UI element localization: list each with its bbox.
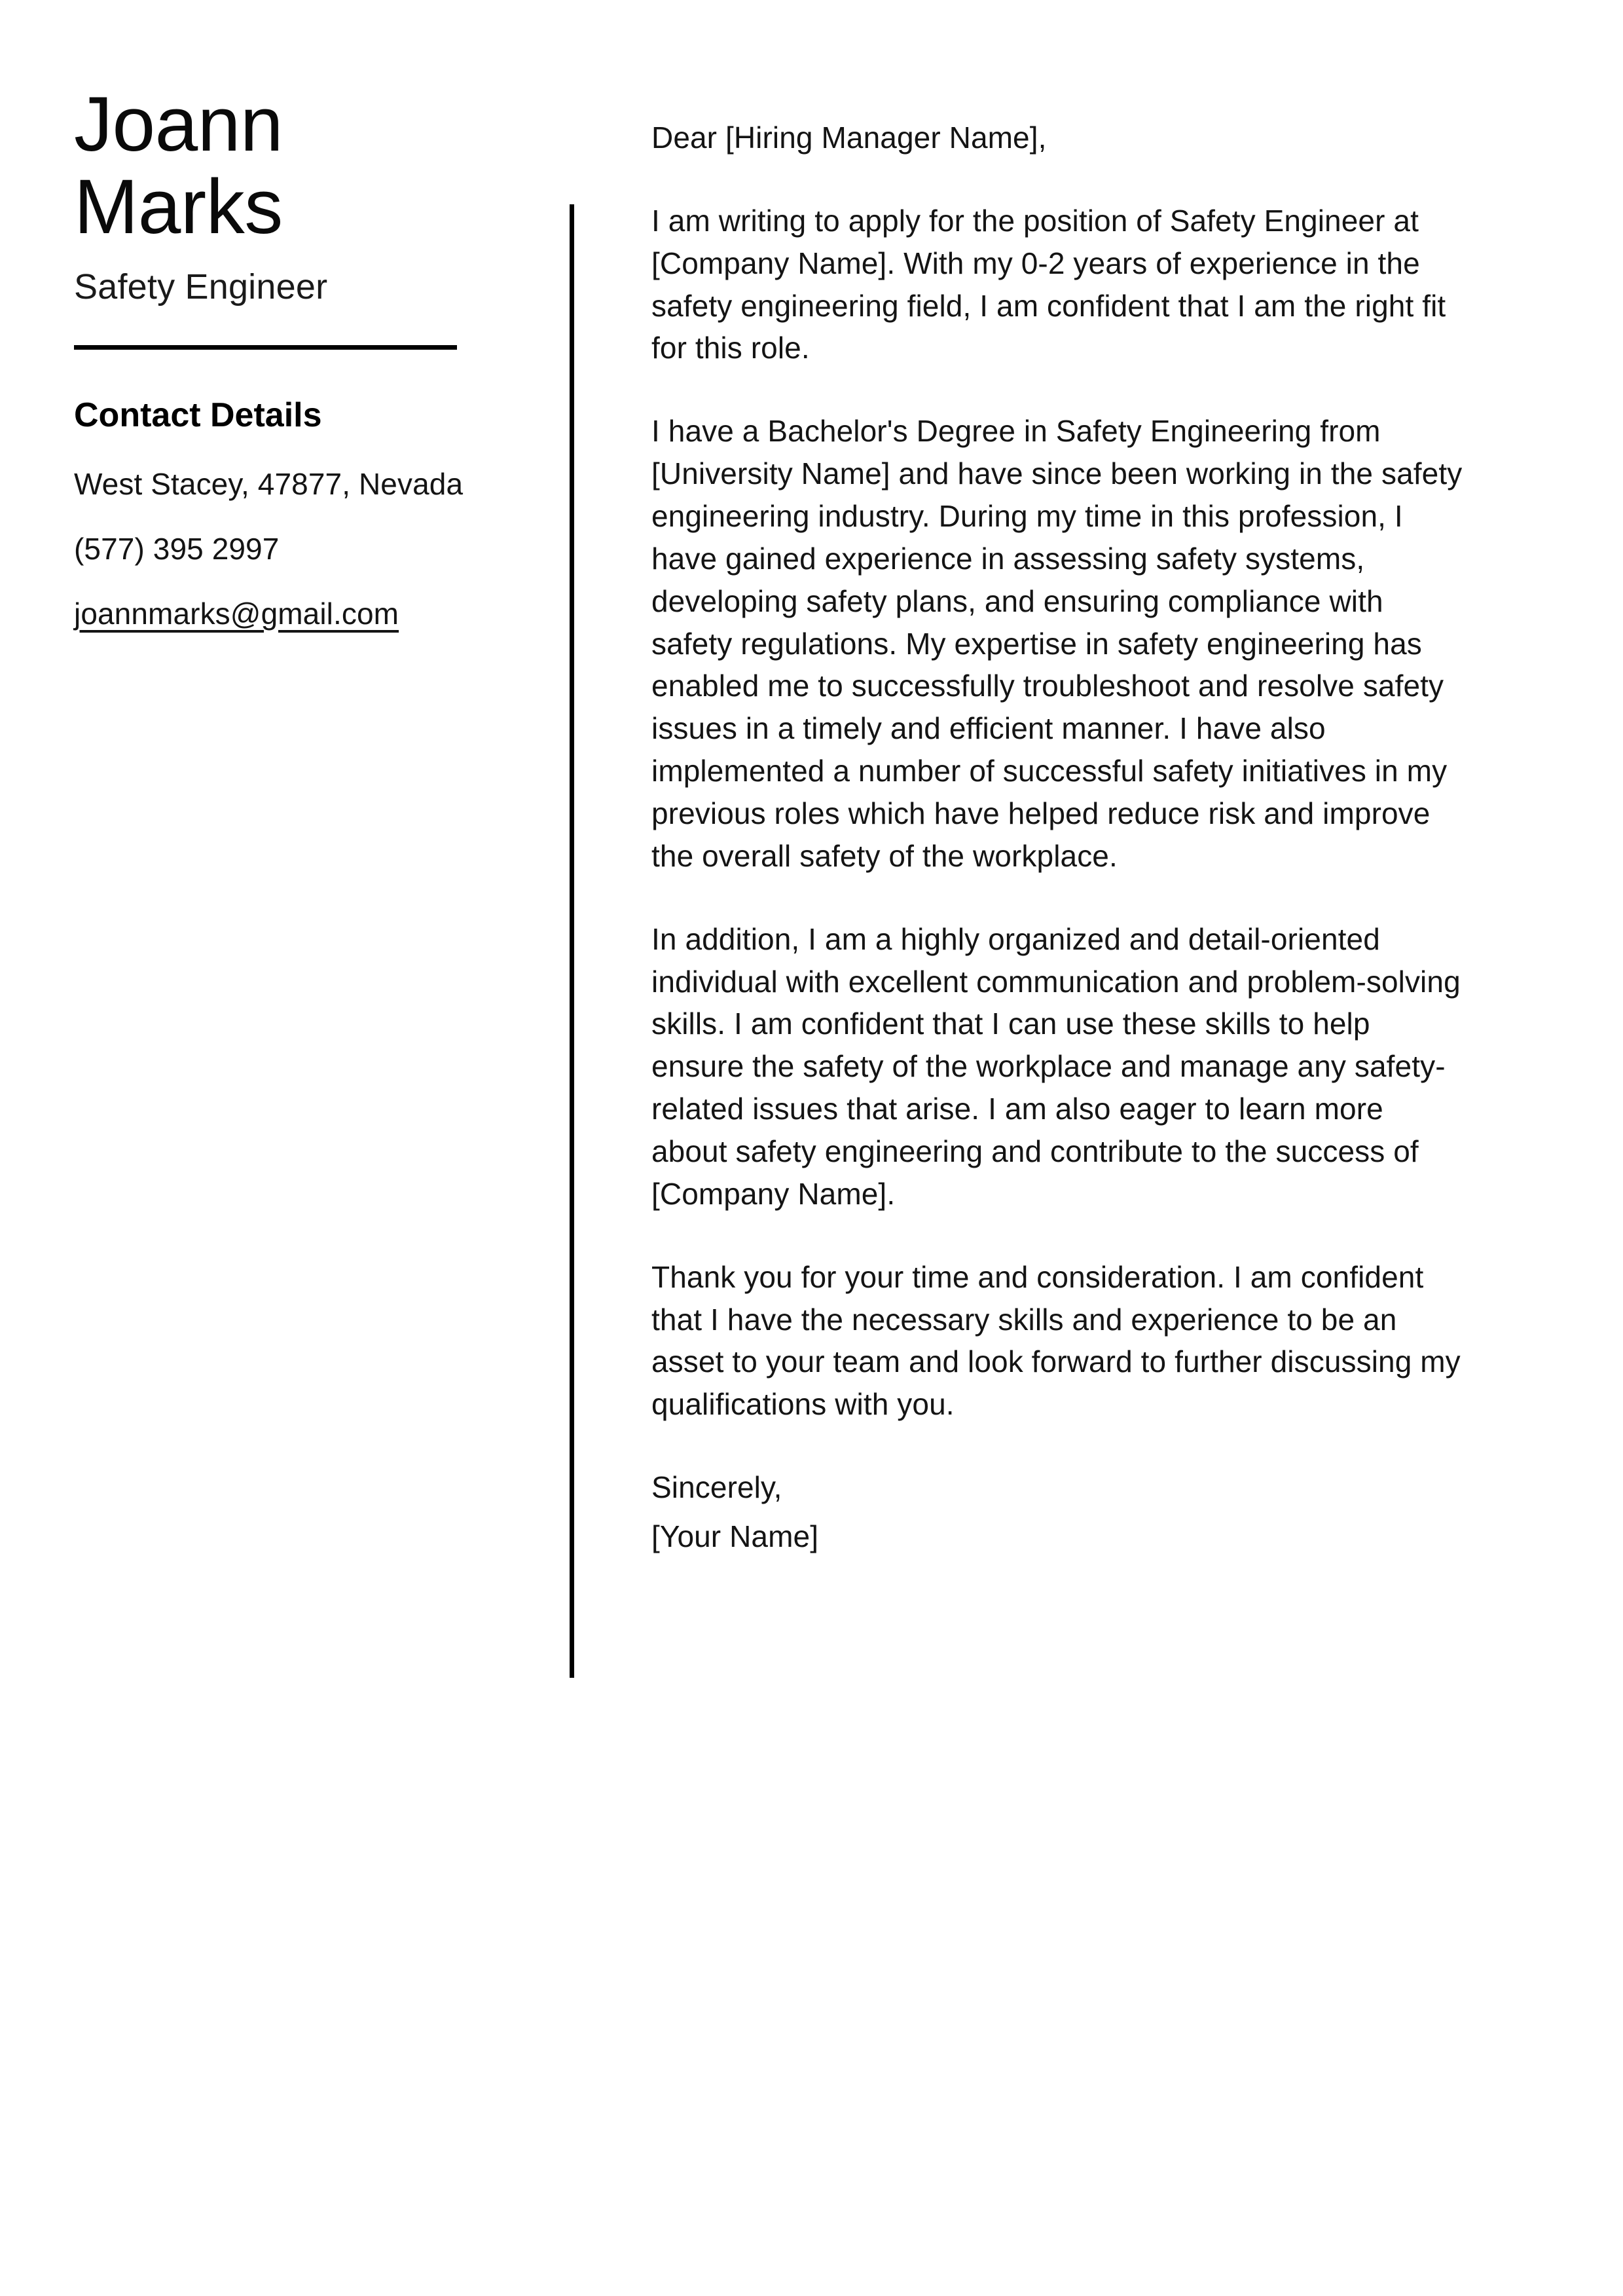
contact-email-link[interactable]: joannmarks@gmail.com: [74, 596, 399, 631]
candidate-first-name: Joann: [74, 81, 283, 168]
sidebar: [74, 81, 493, 661]
letter-closing: Sincerely,: [651, 1470, 782, 1505]
letter-signature-name: [Your Name]: [651, 1519, 819, 1554]
vertical-divider: [570, 204, 574, 1678]
job-title: Safety Engineer: [74, 267, 328, 306]
candidate-last-name: Marks: [74, 164, 283, 251]
letter-salutation: Dear [Hiring Manager Name],: [651, 120, 1047, 155]
letter-paragraph-3: In addition, I am a highly organized and detail-oriented individual with excellent communication and problem-solving skills. I am confident that I can use these skills to help ensure the safety of the workplace and manage any safety-related issues that arise. I am also eager to learn more about safety engineering and contribute to the success of [Company Name].: [651, 921, 1461, 1211]
contact-details-heading: Contact Details: [74, 396, 322, 434]
letter-paragraph-2: I have a Bachelor's Degree in Safety Engineering from [University Name] and have since been working in the safety engineering industry. During my time in this profession, I have gained experience in assessing safety systems, developing safety plans, and ensuring compliance with safety regulations. My expertise in safety engineering has enabled me to successfully troubleshoot and resolve safety issues in a timely and efficient manner. I have also implemented a number of successful safety initiatives in my previous roles which have helped reduce risk and improve the overall safety of the workplace.: [651, 414, 1463, 873]
candidate-name: [74, 81, 493, 251]
letter-body: [651, 117, 1467, 1558]
contact-address: West Stacey, 47877, Nevada: [74, 466, 464, 501]
letter-paragraph-4: Thank you for your time and consideration. I am confident that I have the necessary skills and experience to be an asset to your team and look forward to further discussing my qualifications with you.: [651, 1259, 1461, 1422]
contact-details-list: [74, 466, 493, 631]
header-divider-rule: [74, 345, 457, 350]
letter-paragraph-1: I am writing to apply for the position of Safety Engineer at [Company Name]. With my 0-2 years of experience in the safety engineering field, I am confident that I am the right fit for this role.: [651, 203, 1446, 365]
contact-phone: (577) 395 2997: [74, 531, 280, 566]
